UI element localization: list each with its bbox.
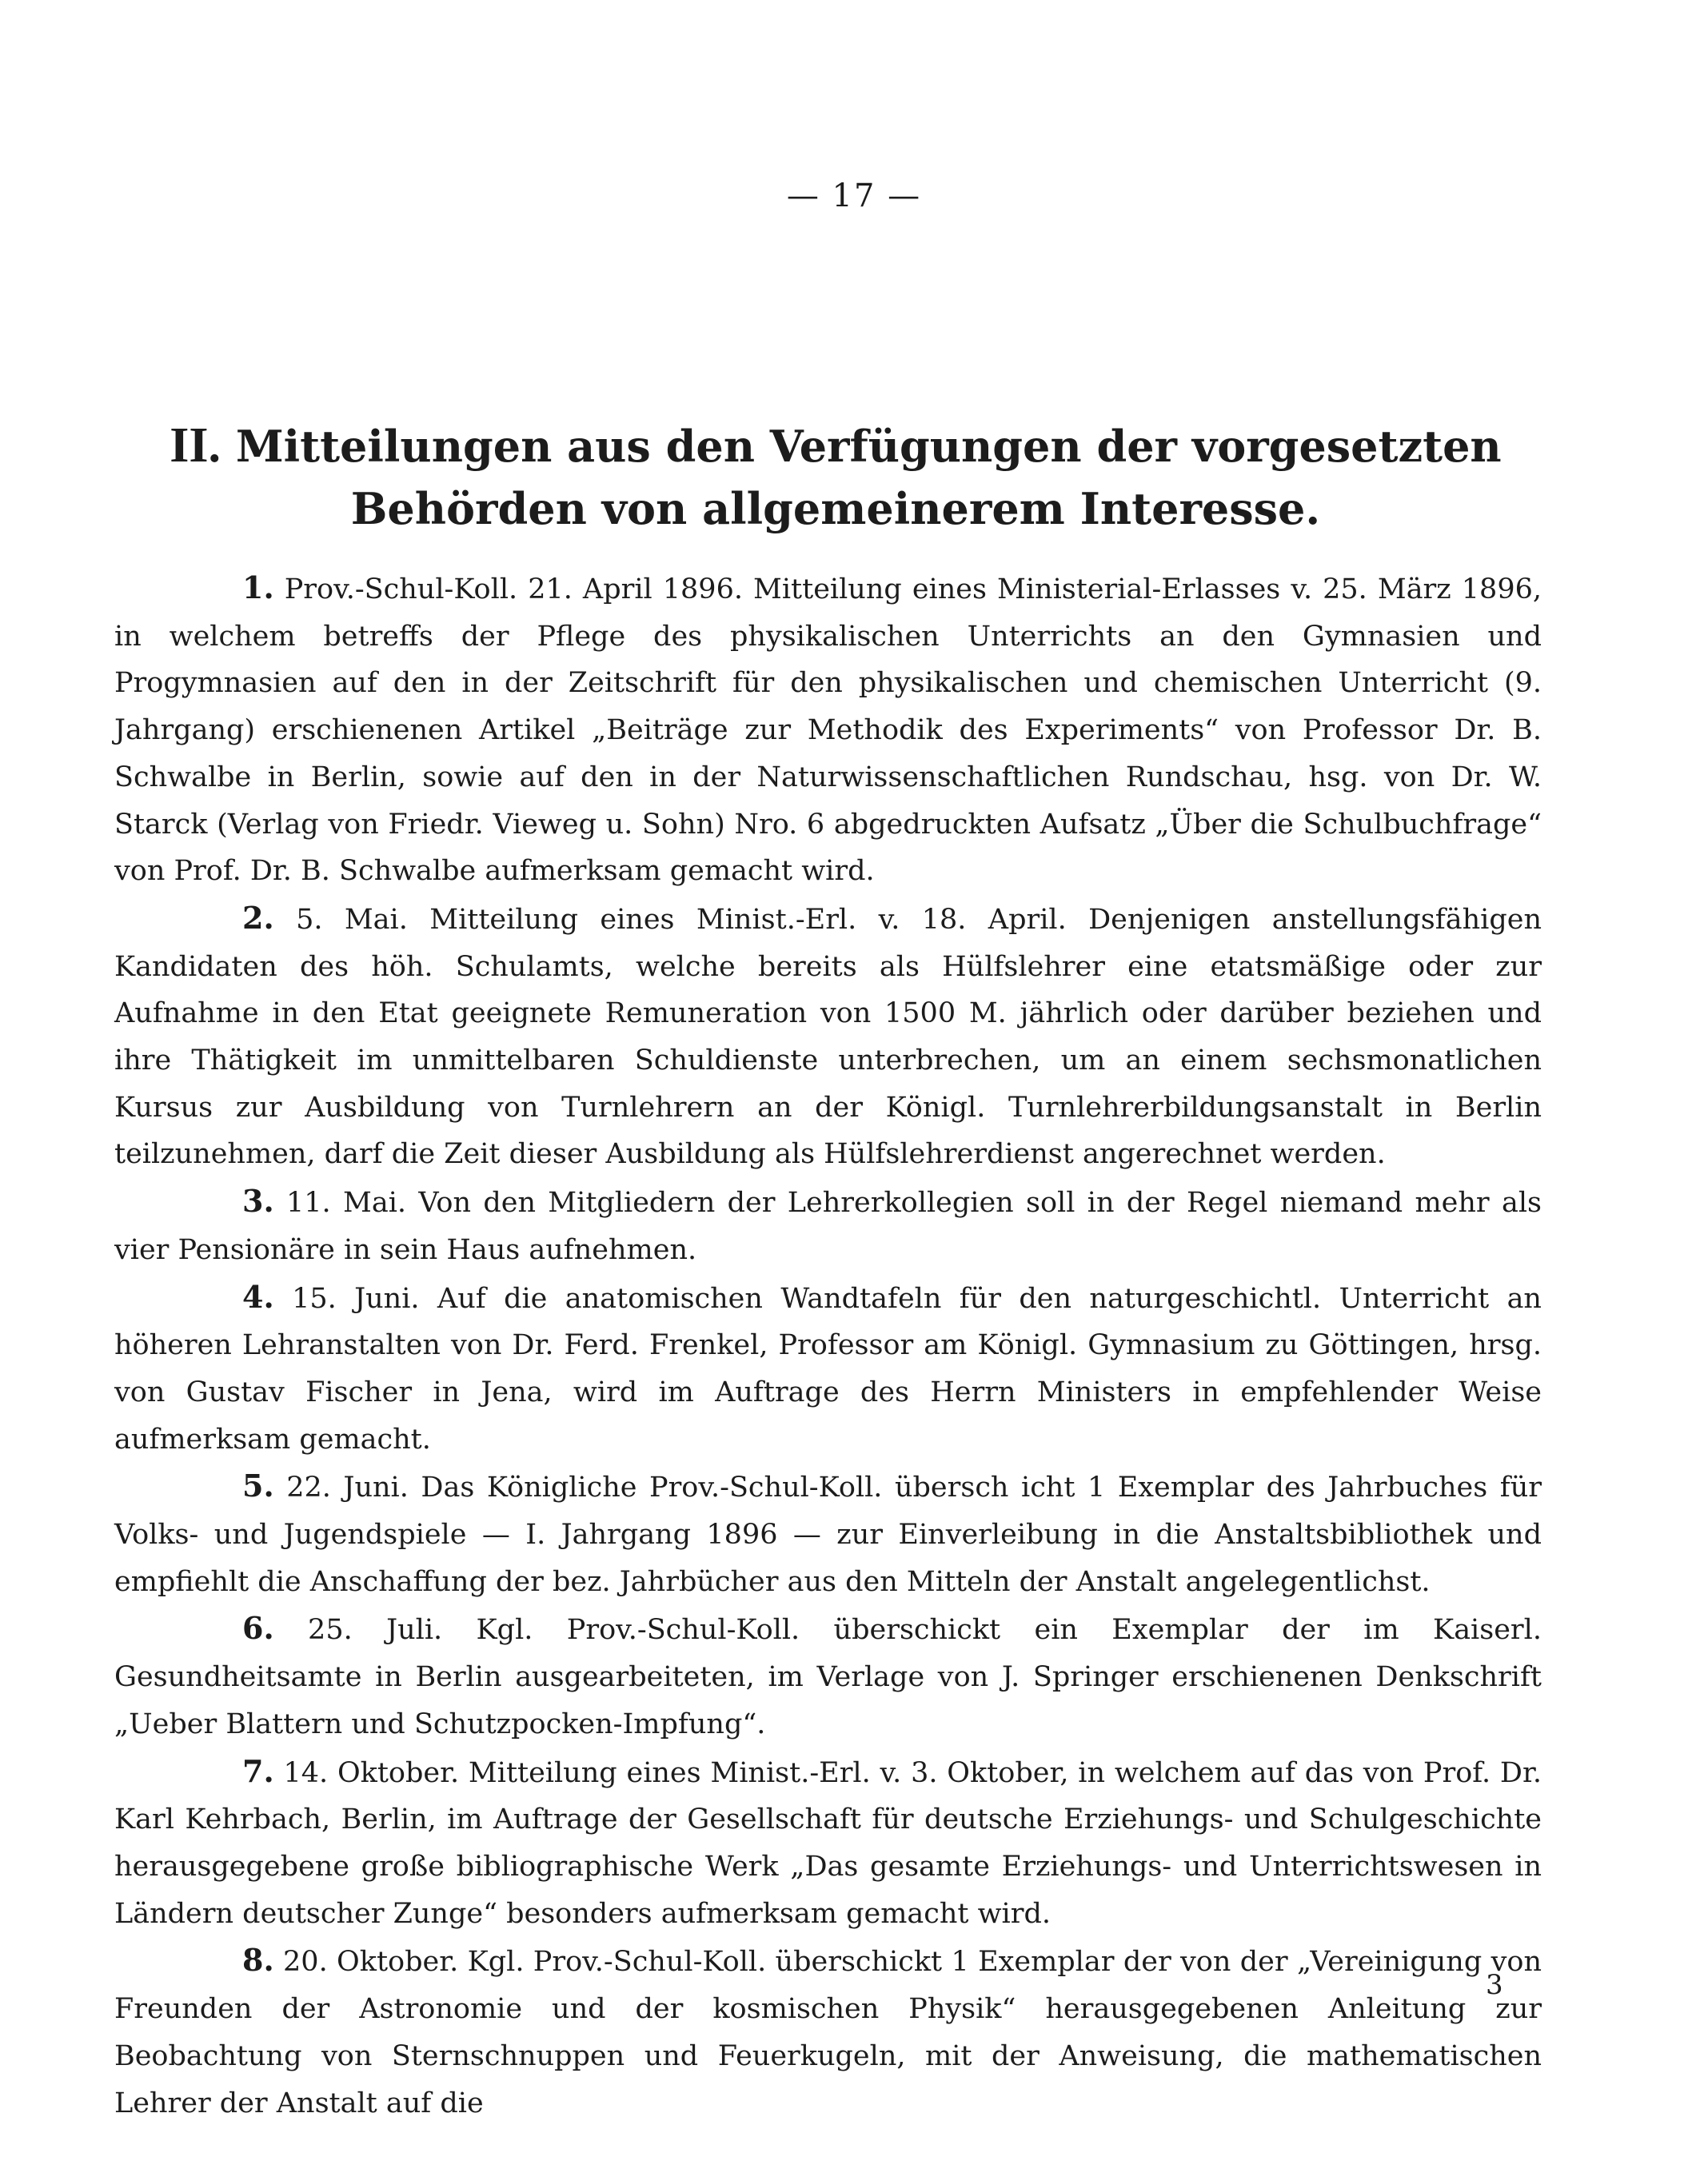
item-number: 5.	[242, 1468, 274, 1504]
item-text: 20. Oktober. Kgl. Prov.-Schul-Koll. überschickt 1 Exemplar der von der „Vereinigung von Freunden der Astronomie und der kosmischen Physik“ herausgegebenen Anleitung zur Beobachtung von Sternschnuppen und Feuerkugeln, mit der Anweisung, die mathematischen Lehrer der Anstalt auf die	[114, 1946, 1542, 2119]
item-number: 8.	[242, 1942, 274, 1979]
decree-item	[114, 895, 1542, 1178]
item-number: 1.	[242, 569, 274, 605]
decree-item	[114, 1178, 1542, 1273]
item-number: 6.	[242, 1610, 274, 1647]
item-text: Prov.-Schul-Koll. 21. April 1896. Mitteilung eines Ministerial-Erlasses v. 25. März 1896, in welchem betreffs der Pflege des physikalischen Unterrichts an den Gymnasien und Progymnasien auf den in der Zeitschrift für den physikalischen und chemischen Unterricht (9. Jahrgang) erschienenen Artikel „Beiträge zur Methodik des Experiments“ von Professor Dr. B. Schwalbe in Berlin, sowie auf den in der Naturwissenschaftlichen Rundschau, hsg. von Dr. W. Starck (Verlag von Friedr. Vieweg u. Sohn) Nro. 6 abgedruckten Aufsatz „Über die Schulbuchfrage“ von Prof. Dr. B. Schwalbe aufmerksam gemacht wird.	[114, 573, 1542, 888]
item-text: 15. Juni. Auf die anatomischen Wandtafeln für den naturgeschichtl. Unterricht an höheren Lehranstalten von Dr. Ferd. Frenkel, Professor am Königl. Gymnasium zu Göttingen, hrsg. von Gustav Fischer in Jena, wird im Auftrage des Herrn Ministers in empfehlender Weise aufmerksam gemacht.	[114, 1282, 1542, 1456]
decree-list	[114, 565, 1542, 2127]
item-number: 4.	[242, 1278, 274, 1315]
item-number: 7.	[242, 1752, 274, 1789]
decree-item	[114, 1274, 1542, 1464]
decree-item	[114, 1748, 1542, 1938]
section-numeral: II.	[170, 418, 221, 473]
item-text: 14. Oktober. Mitteilung eines Minist.-Erl. v. 3. Oktober, in welchem auf das von Prof. Dr. Karl Kehrbach, Berlin, im Auftrage der Gesellschaft für deutsche Erziehungs- und Schulgeschichte herausgegebene große bibliographische Werk „Das gesamte Erziehungs- und Unterrichtswesen in Ländern deutscher Zunge“ besonders aufmerksam gemacht wird.	[114, 1756, 1542, 1930]
decree-item	[114, 1463, 1542, 1605]
item-number: 3.	[242, 1183, 274, 1220]
decree-item	[114, 565, 1542, 895]
decree-item	[114, 1605, 1542, 1748]
decree-item	[114, 1937, 1542, 2127]
section-heading	[120, 414, 1551, 540]
item-number: 2.	[242, 899, 274, 936]
page-number: — 17 —	[786, 178, 922, 214]
item-text: 22. Juni. Das Königliche Prov.-Schul-Koll. übersch icht 1 Exemplar des Jahrbuches für Volks- und Jugendspiele — I. Jahrgang 1896 — zur Einverleibung in die Anstaltsbibliothek und empfiehlt die Anschaffung der bez. Jahrbücher aus den Mitteln der Anstalt angelegentlichst.	[114, 1472, 1542, 1598]
item-text: 11. Mai. Von den Mitgliedern der Lehrerkollegien soll in der Regel niemand mehr als vier Pensionäre in sein Haus aufnehmen.	[114, 1187, 1542, 1266]
section-title: Mitteilungen aus den Verfügungen der vorgesetzten Behörden von allgemeinerem Interesse.	[235, 421, 1502, 534]
item-text: 5. Mai. Mitteilung eines Minist.-Erl. v. 18. April. Denjenigen anstellungsfähigen Kandidaten des höh. Schulamts, welche bereits als Hülfslehrer eine etatsmäßige oder zur Aufnahme in den Etat geeignete Remuneration von 1500 M. jährlich oder darüber beziehen und ihre Thätigkeit im unmittelbaren Schuldienste unterbrechen, um an einem sechsmonatlichen Kursus zur Ausbildung von Turnlehrern an der Königl. Turnlehrerbildungsanstalt in Berlin teilzunehmen, darf die Zeit dieser Ausbildung als Hülfslehrerdienst angerechnet werden.	[114, 903, 1542, 1171]
item-text: 25. Juli. Kgl. Prov.-Schul-Koll. überschickt ein Exemplar der im Kaiserl. Gesundheitsamte in Berlin ausgearbeiteten, im Verlage von J. Springer erschienenen Denkschrift „Ueber Blattern und Schutzpocken-Impfung“.	[114, 1614, 1542, 1740]
signature-mark: 3	[1486, 1969, 1503, 2001]
